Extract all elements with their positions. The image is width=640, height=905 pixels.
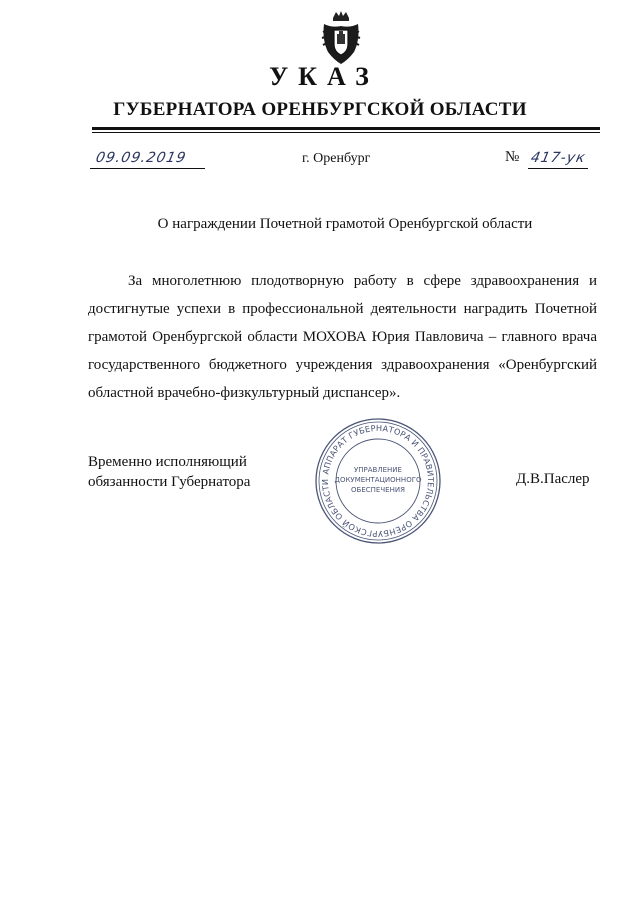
signatory-title-line-2: обязанности Губернатора <box>88 474 251 490</box>
stamp-line-2: ДОКУМЕНТАЦИОННОГО <box>334 476 422 484</box>
issuer-subtitle: ГУБЕРНАТОРА ОРЕНБУРГСКОЙ ОБЛАСТИ <box>113 99 527 120</box>
stamp-line-1: УПРАВЛЕНИЕ <box>354 466 402 474</box>
official-stamp <box>313 416 443 546</box>
coat-of-arms-icon <box>320 10 362 66</box>
date-field <box>90 150 205 169</box>
handwritten-date: 09.09.2019 <box>94 150 188 166</box>
document-heading: О награждении Почетной грамотой Оренбургской области <box>157 216 533 232</box>
handwritten-number: 417-ук <box>529 150 588 166</box>
stamp-line-3: ОБЕСПЕЧЕНИЯ <box>351 486 405 494</box>
number-field <box>528 150 588 169</box>
signatory-title-line-1: Временно исполняющий <box>88 454 247 470</box>
city-label: г. Оренбург <box>302 151 371 166</box>
header-rule-thin <box>92 132 600 133</box>
signatory-title <box>88 452 250 492</box>
document-type-title: УКАЗ <box>269 62 379 91</box>
header-rule-thick <box>92 127 600 130</box>
signatory-name: Д.В.Паслер <box>516 471 590 487</box>
stamp-ring-text: АППАРАТ ГУБЕРНАТОРА И ПРАВИТЕЛЬСТВА ОРЕНБУРГСКОЙ ОБЛАСТИ <box>319 422 437 540</box>
number-sign: № <box>505 149 520 165</box>
body-paragraph: За многолетнюю плодотворную работу в сфере здравоохранения и достигнутые успехи в профессиональной деятельности наградить Почетной грамотой Оренбургской области МОХОВА Юрия Павловича – главного врача государственного бюджетного учреждения здравоохранения «Оренбургский областной врачебно-физкультурный диспансер». <box>88 273 597 401</box>
document-body <box>88 267 597 407</box>
